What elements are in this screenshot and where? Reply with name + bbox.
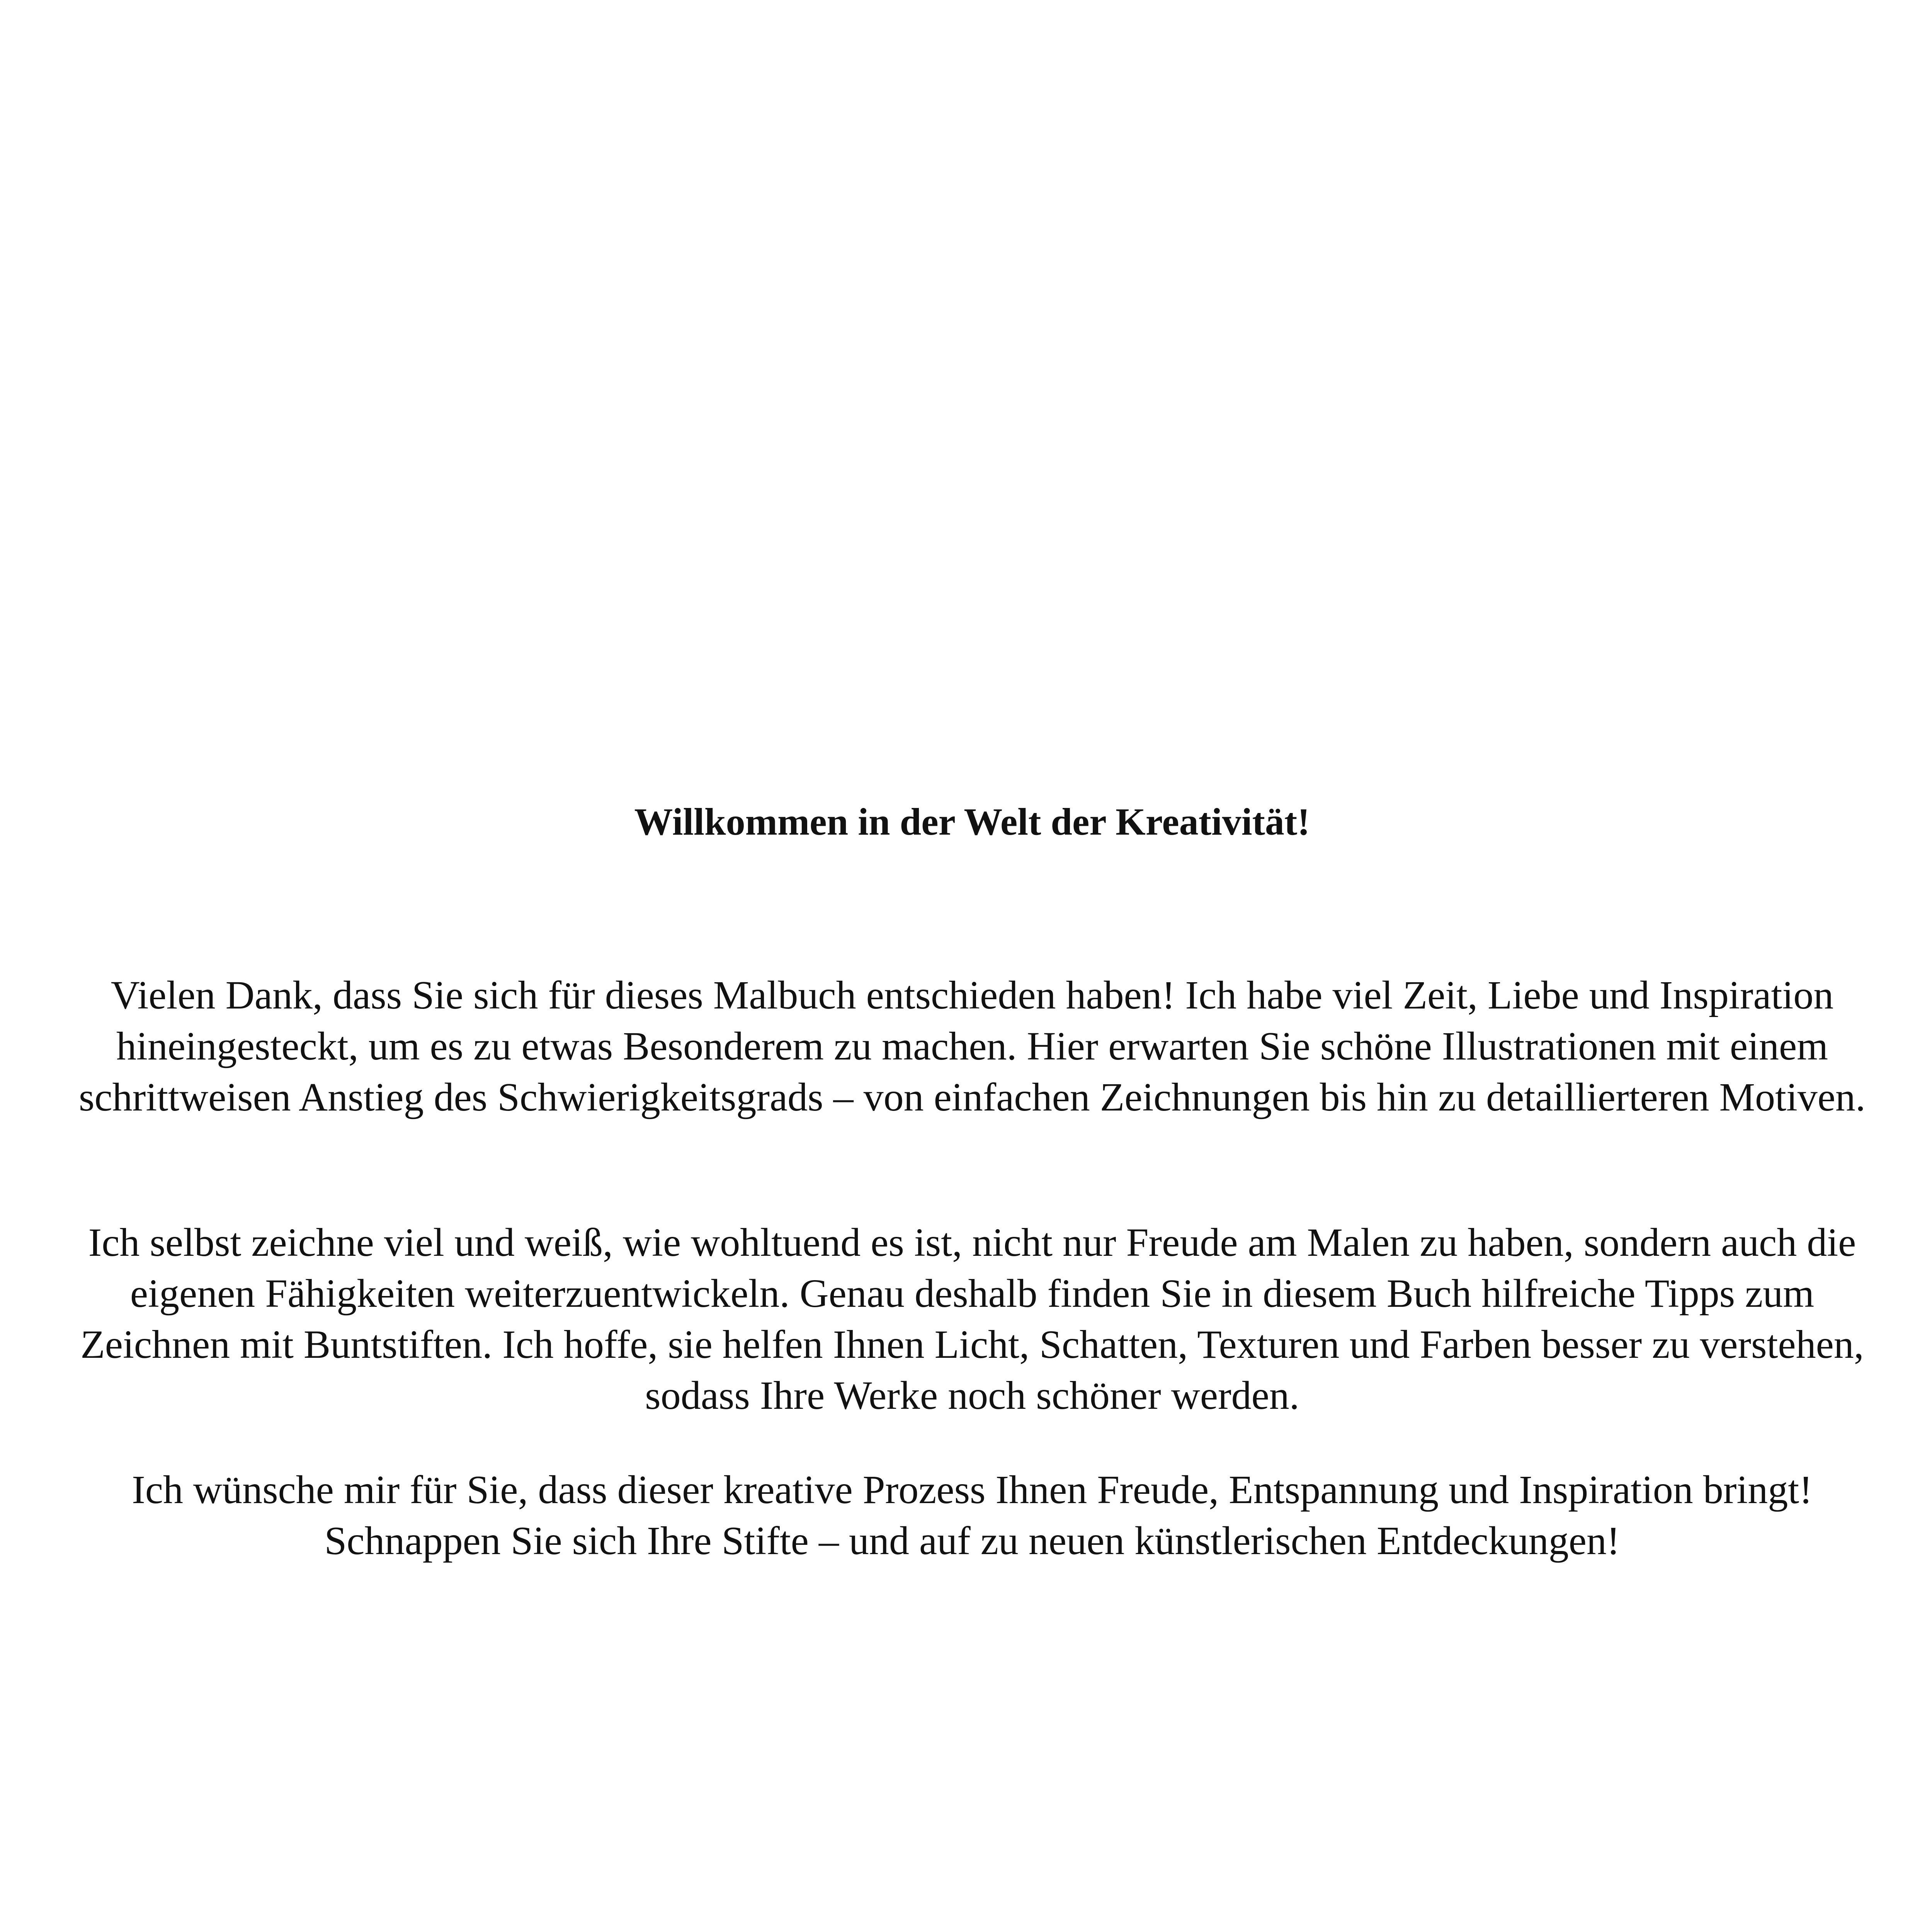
tips-paragraph: Ich selbst zeichne viel und weiß, wie wohltuend es ist, nicht nur Freude am Malen zu haben, sondern auch die eigenen Fähigkeiten weiterzuentwickeln. Genau deshalb finden Sie in diesem Buch hilfreiche Tipps zum Zeichnen mit Buntstiften. Ich hoffe, sie helfen Ihnen Licht, Schatten, Texturen und Farben besser zu verstehen, sodass Ihre Werke noch schöner werden.	[80, 1220, 1864, 1418]
intro-paragraph: Vielen Dank, dass Sie sich für dieses Malbuch entschieden haben! Ich habe viel Zeit, Liebe und Inspiration hineingesteckt, um es zu etwas Besonderem zu machen. Hier erwarten Sie schöne Illustrationen mit einem schrittweisen Anstieg des Schwierigkeitsgrads – von einfachen Zeichnungen bis hin zu detaillierteren Motiven.	[79, 973, 1866, 1119]
closing-paragraph: Ich wünsche mir für Sie, dass dieser kreative Prozess Ihnen Freude, Entspannung und Inspiration bringt! Schnappen Sie sich Ihre Stifte – und auf zu neuen künstlerischen Entdeckungen!	[132, 1468, 1813, 1563]
page-title: Willkommen in der Welt der Kreativität!	[634, 800, 1310, 843]
